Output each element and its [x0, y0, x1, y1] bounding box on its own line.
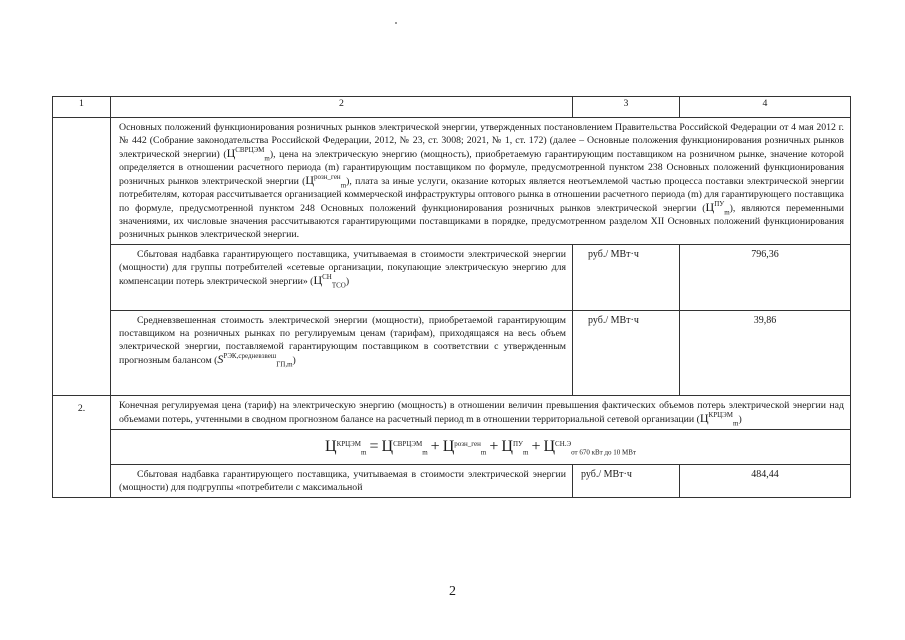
header-col-3: 3: [573, 97, 680, 118]
row-3-description: Сбытовая надбавка гарантирующего поставщика, учитываемая в стоимости электрической энергии (мощности) для подгруппы «потребители с максимальной: [111, 465, 573, 498]
scan-speck: [395, 22, 397, 24]
row-2-unit: руб./ МВт·ч: [573, 311, 680, 396]
row-3-value: 484,44: [680, 465, 851, 498]
table-row: [53, 245, 851, 311]
intro-part-2: ), цена на электрическую энергию (мощность), приобретаемую гарантирующим поставщиком на розничном рынке, значение которой определяется в отношении расчетного периода (m) гарантирующим поставщиком по формуле, предусмотренной пунктом 238 Основных положений функционирования розничных рынков электрической энергии (: [119, 149, 844, 187]
intro-row: [53, 118, 851, 245]
header-col-1: 1: [53, 97, 111, 118]
symbol-price-pu: $Ц^{ПУ}_m$: [705, 200, 730, 217]
symbol-price-rozn-gen: $Ц^{розн\_ген}_m$: [305, 173, 347, 190]
header-col-4: 4: [680, 97, 851, 118]
formula-row: [53, 430, 851, 465]
section-2-text: Конечная регулируемая цена (тариф) на электрическую энергию (мощность) в отношении величин превышения фактических объемов потерь электрической энергии над объемами потерь, учтенными в сводном прогнозном балансе на расчетный период m в отношении территориальной сетевой организации $(Ц^{КРЦЭМ}_m)$: [111, 396, 851, 430]
table-row: [53, 311, 851, 396]
intro-number-cell: [53, 118, 111, 245]
page-number: 2: [449, 584, 456, 599]
header-col-2: 2: [111, 97, 573, 118]
formula-krcem: $Ц^{КРЦЭМ}_m = Ц^{СВРЦЭМ}_m + Ц^{розн\_ген}_m + Ц^{ПУ}_m + Ц^{СН.Э}_{от 670 кВт до 10 МВт}$: [111, 430, 851, 465]
table-row: [53, 465, 851, 498]
symbol-sn-tso: $Ц^{СН}_{ТСО}$: [313, 273, 346, 290]
tariff-table: [52, 96, 851, 498]
row-2-description: Средневзвешенная стоимость электрической энергии (мощности), приобретаемой гарантирующим поставщиком на розничных рынках по регулируемым ценам (тарифам), приходящаяся на весь объем электрической энергии, поставляемой гарантирующим поставщиком в соответствии с утвержденным прогнозным балансом $(S^{РЭК,средневзвеш}_{ГП,m})$: [111, 311, 573, 396]
intro-part-3: ), плата за иные услуги, оказание которых является неотъемлемой частью процесса поставки электрической энергии потребителям, которая рассчитывается организацией коммерческой инфраструктуры оптового рынка в отношении расчетного периода (m) для гарантирующего поставщика по формуле, предусмотренной пунктом 248 Основных положений функционирования розничных рынков электрической энергии (: [119, 176, 844, 214]
row-3-unit: руб./ МВт·ч: [573, 465, 680, 498]
row-1-value: 796,36: [680, 245, 851, 311]
section-2-row: [53, 396, 851, 430]
symbol-krcem: $Ц^{КРЦЭМ}_m$: [699, 411, 739, 428]
table-header-row: [53, 97, 851, 118]
row-1-description: Сбытовая надбавка гарантирующего поставщика, учитываемая в стоимости электрической энергии (мощности) для группы потребителей «сетевые организации, покупающие электрическую энергию для компенсации потерь электрической энергии» $(Ц^{СН}_{ТСО})$: [111, 245, 573, 311]
intro-part-1: Основных положений функционирования розничных рынков электрической энергии, утвержденных постановлением Правительства Российской Федерации от 4 мая 2012 г. № 442 (Собрание законодательства Российской Федерации, 2012, № 23, ст. 3008; 2021, № 1, ст. 172) (далее – Основные положения функционирования розничных рынков электрической энергии) (: [119, 122, 844, 160]
symbol-s-rek: $S^{РЭК,средневзвеш}_{ГП,m}$: [217, 352, 293, 369]
row-2-value: 39,86: [680, 311, 851, 396]
section-2-number: 2.: [53, 396, 111, 498]
row-1-unit: руб./ МВт·ч: [573, 245, 680, 311]
symbol-price-svrcem: $Ц^{СВРЦЭМ}_m$: [226, 146, 270, 163]
intro-part-4: ), являются переменными значениями, их числовые значения рассчитываются гарантирующими поставщиками в порядке, предусмотренном разделом XII Основных положений функционирования розничных рынков электрической энергии.: [119, 203, 844, 240]
intro-text-cell: [111, 118, 851, 245]
